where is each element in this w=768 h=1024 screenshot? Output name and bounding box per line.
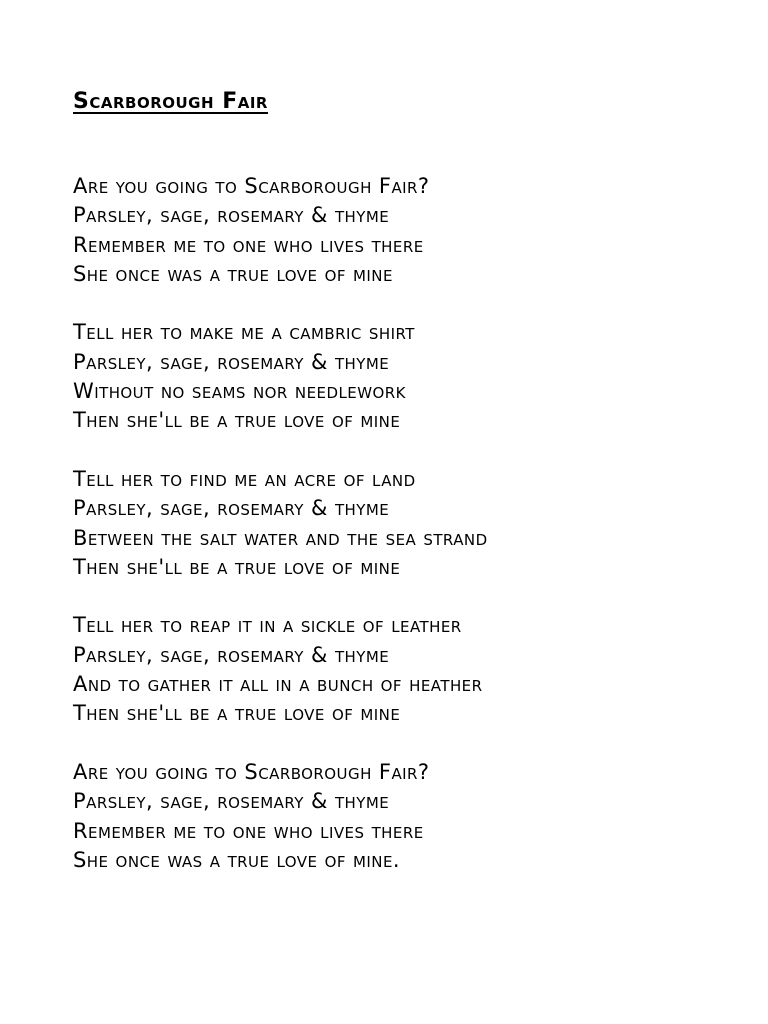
stanza-3 — [73, 465, 733, 582]
lyric-line: Then she'll be a true love of mine — [73, 554, 401, 579]
lyric-line: She once was a true love of mine. — [73, 847, 401, 872]
lyric-line: Tell her to make me a cambric shirt — [73, 320, 415, 345]
stanza-2 — [73, 318, 733, 435]
lyrics-body — [73, 172, 733, 904]
lyric-line: She once was a true love of mine — [73, 261, 393, 286]
page-title: Scarborough Fair — [73, 89, 268, 114]
lyric-line: Are you going to Scarborough Fair? — [73, 174, 430, 198]
lyric-line: Parsley, sage, rosemary & thyme — [73, 349, 390, 374]
lyric-line: Between the salt water and the sea strand — [73, 525, 488, 550]
lyric-line: Then she'll be a true love of mine — [73, 701, 401, 726]
lyric-line: Parsley, sage, rosemary & thyme — [73, 642, 390, 667]
lyric-line: Remember me to one who lives there — [73, 818, 424, 843]
lyric-line: Remember me to one who lives there — [73, 232, 424, 257]
lyric-line: Without no seams nor needlework — [73, 379, 406, 404]
lyric-line: Parsley, sage, rosemary & thyme — [73, 203, 390, 228]
lyric-line: Tell her to reap it in a sickle of leather — [73, 613, 462, 638]
stanza-1 — [73, 172, 733, 289]
lyric-line: Parsley, sage, rosemary & thyme — [73, 496, 390, 521]
stanza-4 — [73, 611, 733, 728]
lyric-line: Then she'll be a true love of mine — [73, 408, 401, 433]
stanza-5 — [73, 758, 733, 875]
lyric-line: Are you going to Scarborough Fair? — [73, 759, 430, 784]
lyric-line: Parsley, sage, rosemary & thyme — [73, 789, 390, 814]
lyric-line: Tell her to find me an acre of land — [73, 466, 416, 491]
lyric-line: And to gather it all in a bunch of heather — [73, 672, 483, 697]
